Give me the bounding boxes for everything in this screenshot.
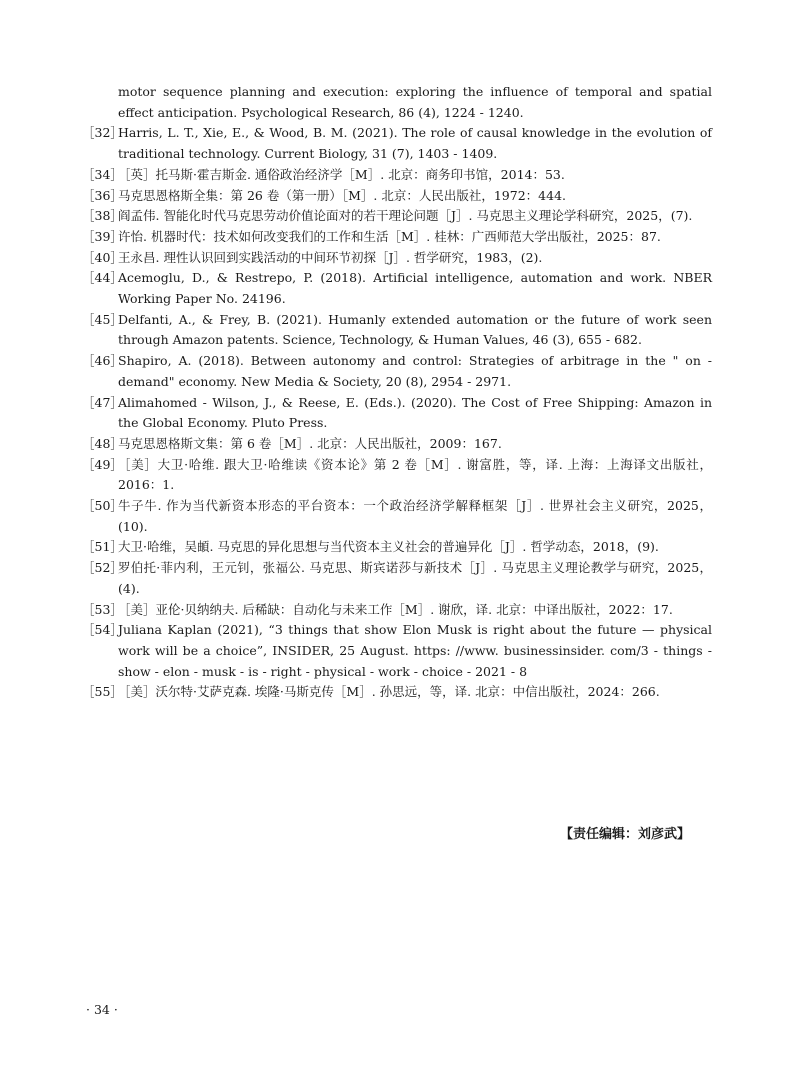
reference-text: Shapiro, A. (2018). Between autonomy and control: Strategies of arbitrage in the " on - demand" economy. New Media & Society, 20 (8), 2954 - 2971. [118,353,712,389]
reference-item [82,496,712,537]
reference-number: ［49］ [82,456,123,472]
reference-item [82,537,712,558]
reference-item [82,455,712,496]
reference-number: ［40］ [82,249,123,265]
reference-text: 牛子牛. 作为当代新资本形态的平台资本：一个政治经济学解释框架［J］. 世界社会主义研究，2025，(10). [118,498,712,534]
reference-number: ［54］ [82,622,123,638]
reference-item [82,123,712,164]
reference-text: 马克思恩格斯全集：第 26 卷（第一册）［M］. 北京：人民出版社，1972：444. [118,187,566,203]
reference-item [82,165,712,186]
reference-item [82,558,712,599]
reference-item [82,393,712,434]
reference-item [82,682,712,703]
reference-item [82,600,712,621]
reference-number: ［45］ [82,311,123,327]
reference-number: ［38］ [82,208,123,224]
reference-text: 大卫·哈维，吴頔. 马克思的异化思想与当代资本主义社会的普遍异化［J］. 哲学动态，2018，(9). [118,539,659,555]
reference-text: 许怡. 机器时代：技术如何改变我们的工作和生活［M］. 桂林：广西师范大学出版社，2025：87. [118,228,661,244]
reference-text: Juliana Kaplan (2021), “3 things that show Elon Musk is right about the future — physical work will be a choice”, INSIDER, 25 August. https: //www. businessinsider. com/3 - things - show - elon - musk - is - right - physical - work - choice - 2021 - 8 [118,622,712,679]
reference-item [82,227,712,248]
reference-text: 马克思恩格斯文集：第 6 卷［M］. 北京：人民出版社，2009：167. [118,435,502,451]
reference-text: 王永昌. 理性认识回到实践活动的中间环节初探［J］. 哲学研究，1983，(2). [118,249,543,265]
reference-text: Harris, L. T., Xie, E., & Wood, B. M. (2021). The role of causal knowledge in the evolution of traditional technology. Current Biology, 31 (7), 1403 - 1409. [118,125,712,162]
reference-number: ［50］ [82,498,123,514]
reference-text: 阎孟伟. 智能化时代马克思劳动价值论面对的若干理论问题［J］. 马克思主义理论学科研究，2025，(7). [118,208,693,224]
reference-text: ［英］托马斯·霍吉斯金. 通俗政治经济学［M］. 北京：商务印书馆，2014：53. [118,166,565,182]
reference-text: Acemoglu, D., & Restrepo, P. (2018). Artificial intelligence, automation and work. NBER Working Paper No. 24196. [118,270,712,307]
reference-item [82,351,712,392]
reference-number: ［47］ [82,394,123,410]
responsible-editor: 【责任编辑：刘彦武】 [560,827,691,842]
reference-item [82,248,712,269]
reference-number: ［55］ [82,684,123,700]
reference-number: ［44］ [82,270,123,286]
reference-item [82,620,712,682]
reference-number: ［34］ [82,166,123,182]
reference-text: 罗伯托·菲内利，王元钊，张福公. 马克思、斯宾诺莎与新技术［J］. 马克思主义理论教学与研究，2025，(4). [118,560,712,596]
reference-item [82,206,712,227]
reference-number: ［46］ [82,353,123,369]
reference-text: ［美］亚伦·贝纳纳夫. 后稀缺：自动化与未来工作［M］. 谢欣，译. 北京：中译出版社，2022：17. [118,601,673,617]
reference-number: ［52］ [82,560,123,576]
reference-number: ［51］ [82,539,123,555]
reference-item [82,186,712,207]
reference-number: ［39］ [82,228,123,244]
reference-text: Delfanti, A., & Frey, B. (2021). Humanly extended automation or the future of work seen through Amazon patents. Science, Technology, & Human Values, 46 (3), 655 - 682. [118,311,712,348]
page-number: · 34 · [86,1002,118,1017]
reference-item [82,434,712,455]
reference-text: ［美］沃尔特·艾萨克森. 埃隆·马斯克传［M］. 孙思远，等，译. 北京：中信出版社，2024：266. [118,684,660,700]
reference-number: ［53］ [82,601,123,617]
reference-text: ［美］大卫·哈维. 跟大卫·哈维读《资本论》第 2 卷［M］. 谢富胜，等，译. 上海：上海译文出版社，2016：1. [118,456,712,493]
reference-text: motor sequence planning and execution: exploring the influence of temporal and spatial effect anticipation. Psychological Research, 86 (4), 1224 - 1240. [118,84,712,120]
reference-number: ［32］ [82,125,123,141]
reference-item [82,268,712,309]
reference-text: Alimahomed - Wilson, J., & Reese, E. (Eds.). (2020). The Cost of Free Shipping: Amazon in the Global Economy. Pluto Press. [118,394,712,431]
reference-list [82,82,712,703]
reference-number: ［36］ [82,187,123,203]
reference-item [82,310,712,351]
reference-item [82,82,712,123]
reference-number: ［48］ [82,435,123,451]
